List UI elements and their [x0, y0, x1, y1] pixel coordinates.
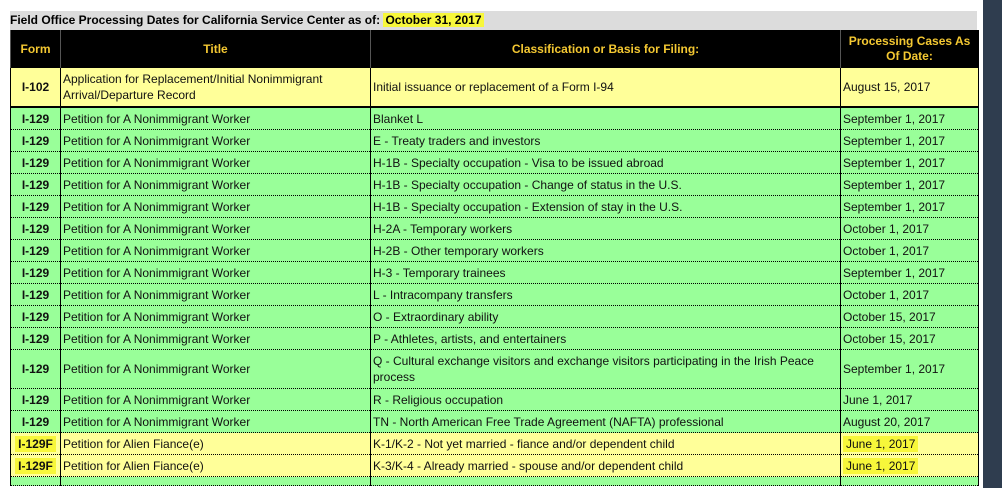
classification-cell [371, 284, 841, 306]
form-cell-text: I-129 [21, 287, 50, 302]
table-row [11, 455, 979, 477]
processing-date-cell-text: June 1, 2017 [843, 458, 918, 474]
title-cell [61, 174, 371, 196]
table-row [11, 107, 979, 130]
processing-date-cell-text: October 1, 2017 [843, 243, 930, 258]
classification-cell [371, 152, 841, 174]
form-cell-text: I-102 [21, 80, 50, 94]
partial-cell [371, 477, 841, 486]
table-row-partial [11, 477, 979, 486]
title-cell [61, 107, 371, 130]
form-cell-text: I-129 [21, 133, 50, 148]
table-row [11, 130, 979, 152]
form-cell [11, 240, 61, 262]
processing-date-cell [841, 262, 979, 284]
title-cell-text: Petition for A Nonimmigrant Worker [63, 414, 251, 429]
table-row [11, 350, 979, 389]
classification-cell-text: K-1/K-2 - Not yet married - fiance and/or dependent child [373, 436, 675, 451]
classification-cell [371, 433, 841, 455]
form-cell-text: I-129 [21, 309, 50, 324]
classification-cell [371, 196, 841, 218]
form-cell [11, 174, 61, 196]
processing-date-cell [841, 218, 979, 240]
title-cell-text: Petition for A Nonimmigrant Worker [63, 243, 251, 258]
processing-date-cell-text: June 1, 2017 [843, 392, 913, 407]
form-cell [11, 411, 61, 433]
form-cell [11, 68, 61, 107]
processing-date-cell-text: August 15, 2017 [843, 80, 931, 94]
processing-date-cell [841, 350, 979, 389]
title-cell [61, 196, 371, 218]
processing-date-cell [841, 284, 979, 306]
processing-date-cell [841, 389, 979, 411]
classification-cell [371, 328, 841, 350]
table-row [11, 284, 979, 306]
classification-cell [371, 411, 841, 433]
title-cell-text: Petition for A Nonimmigrant Worker [63, 199, 251, 214]
title-cell-text: Petition for A Nonimmigrant Worker [63, 155, 251, 170]
form-cell [11, 433, 61, 455]
processing-date-cell [841, 130, 979, 152]
title-cell-text: Petition for A Nonimmigrant Worker [63, 177, 251, 192]
classification-cell-text: H-1B - Specialty occupation - Change of status in the U.S. [373, 177, 682, 192]
processing-date-cell [841, 107, 979, 130]
form-cell [11, 328, 61, 350]
classification-cell [371, 455, 841, 477]
processing-date-cell-text: June 1, 2017 [843, 436, 918, 452]
processing-date-cell [841, 240, 979, 262]
processing-date-cell-text: October 1, 2017 [843, 287, 930, 302]
table-row [11, 306, 979, 328]
header-title: Title [61, 30, 371, 68]
page-heading [10, 11, 977, 30]
title-cell-text: Petition for A Nonimmigrant Worker [63, 287, 251, 302]
title-cell [61, 284, 371, 306]
form-cell-text: I-129 [21, 111, 50, 126]
title-cell [61, 68, 371, 107]
form-cell [11, 306, 61, 328]
form-cell-text: I-129 [21, 155, 50, 170]
table-row [11, 262, 979, 284]
form-cell-text: I-129 [21, 265, 50, 280]
table-row [11, 152, 979, 174]
classification-cell [371, 174, 841, 196]
title-cell-text: Petition for A Nonimmigrant Worker [63, 362, 251, 376]
classification-cell-text: H-2B - Other temporary workers [373, 243, 544, 258]
form-cell [11, 262, 61, 284]
table-body [11, 68, 979, 486]
table-row [11, 328, 979, 350]
processing-date-cell-text: September 1, 2017 [843, 111, 946, 126]
form-cell [11, 152, 61, 174]
classification-cell [371, 107, 841, 130]
table-row [11, 411, 979, 433]
processing-date-cell [841, 68, 979, 107]
classification-cell [371, 350, 841, 389]
processing-date-cell [841, 174, 979, 196]
title-cell [61, 152, 371, 174]
header-processing-date: Processing Cases As Of Date: [841, 30, 979, 68]
form-cell-text: I-129F [15, 436, 56, 452]
title-cell [61, 262, 371, 284]
partial-cell [841, 477, 979, 486]
processing-date-cell [841, 328, 979, 350]
classification-cell [371, 68, 841, 107]
form-cell [11, 107, 61, 130]
title-cell [61, 455, 371, 477]
title-cell-text: Petition for A Nonimmigrant Worker [63, 133, 251, 148]
form-cell-text: I-129 [21, 392, 50, 407]
classification-cell-text: TN - North American Free Trade Agreement (NAFTA) professional [373, 414, 724, 429]
table-header-row [11, 30, 979, 68]
processing-date-cell [841, 306, 979, 328]
form-cell-text: I-129 [21, 331, 50, 346]
form-cell-text: I-129 [21, 199, 50, 214]
form-cell [11, 389, 61, 411]
classification-cell-text: K-3/K-4 - Already married - spouse and/or dependent child [373, 458, 684, 473]
form-cell [11, 455, 61, 477]
processing-date-cell [841, 455, 979, 477]
classification-cell [371, 240, 841, 262]
table-row [11, 196, 979, 218]
processing-date-cell-text: September 1, 2017 [843, 177, 946, 192]
title-cell-text: Petition for Alien Fiance(e) [63, 436, 204, 451]
processing-date-cell [841, 152, 979, 174]
form-cell-text: I-129F [15, 458, 56, 474]
classification-cell-text: Blanket L [373, 111, 424, 126]
header-form: Form [11, 30, 61, 68]
table-row [11, 240, 979, 262]
classification-cell-text: R - Religious occupation [373, 392, 504, 407]
classification-cell-text: Q - Cultural exchange visitors and exchange visitors participating in the Irish Peace process [373, 354, 814, 384]
classification-cell [371, 306, 841, 328]
title-cell [61, 130, 371, 152]
processing-date-cell-text: September 1, 2017 [843, 133, 946, 148]
title-cell-text: Petition for A Nonimmigrant Worker [63, 265, 251, 280]
classification-cell-text: L - Intracompany transfers [373, 287, 513, 302]
classification-cell-text: H-3 - Temporary trainees [373, 265, 506, 280]
table-row [11, 68, 979, 107]
processing-date-cell-text: October 1, 2017 [843, 221, 930, 236]
scrollbar-strip[interactable] [983, 0, 1002, 488]
form-cell-text: I-129 [21, 177, 50, 192]
classification-cell-text: H-2A - Temporary workers [373, 221, 513, 236]
classification-cell [371, 218, 841, 240]
processing-date-cell-text: October 15, 2017 [843, 309, 936, 324]
form-cell-text: I-129 [21, 243, 50, 258]
classification-cell-text: H-1B - Specialty occupation - Extension of stay in the U.S. [373, 199, 683, 214]
processing-date-cell-text: September 1, 2017 [843, 155, 946, 170]
classification-cell [371, 130, 841, 152]
title-cell [61, 433, 371, 455]
form-cell-text: I-129 [21, 221, 50, 236]
processing-date-cell [841, 196, 979, 218]
title-cell [61, 240, 371, 262]
title-cell [61, 306, 371, 328]
table-row [11, 433, 979, 455]
classification-cell-text: P - Athletes, artists, and entertainers [373, 331, 567, 346]
title-cell [61, 218, 371, 240]
table-row [11, 389, 979, 411]
table-row [11, 174, 979, 196]
form-cell [11, 350, 61, 389]
form-cell-text: I-129 [21, 362, 50, 376]
title-cell-text: Petition for A Nonimmigrant Worker [63, 392, 251, 407]
classification-cell-text: O - Extraordinary ability [373, 309, 499, 324]
title-cell [61, 328, 371, 350]
form-cell [11, 196, 61, 218]
classification-cell [371, 389, 841, 411]
title-cell-text: Petition for A Nonimmigrant Worker [63, 221, 251, 236]
processing-date-cell-text: October 15, 2017 [843, 331, 936, 346]
processing-date-cell-text: August 20, 2017 [843, 414, 931, 429]
classification-cell-text: H-1B - Specialty occupation - Visa to be issued abroad [373, 155, 664, 170]
processing-date-cell [841, 433, 979, 455]
form-cell-text: I-129 [21, 414, 50, 429]
title-cell [61, 350, 371, 389]
title-cell-text: Petition for A Nonimmigrant Worker [63, 111, 251, 126]
title-cell-text: Petition for A Nonimmigrant Worker [63, 331, 251, 346]
processing-date-cell-text: September 1, 2017 [843, 362, 946, 376]
form-cell [11, 218, 61, 240]
processing-date-cell [841, 411, 979, 433]
heading-date: October 31, 2017 [385, 13, 482, 27]
heading-prefix: Field Office Processing Dates for California Service Center as of: [10, 13, 384, 27]
processing-dates-table [10, 30, 979, 486]
title-cell-text: Petition for A Nonimmigrant Worker [63, 309, 251, 324]
title-cell [61, 389, 371, 411]
table-row [11, 218, 979, 240]
classification-cell-text: Initial issuance or replacement of a Form I-94 [373, 80, 614, 94]
classification-cell-text: E - Treaty traders and investors [373, 133, 541, 148]
title-cell-text: Application for Replacement/Initial Nonimmigrant Arrival/Departure Record [63, 72, 323, 102]
classification-cell [371, 262, 841, 284]
title-cell-text: Petition for Alien Fiance(e) [63, 458, 204, 473]
processing-date-cell-text: September 1, 2017 [843, 199, 946, 214]
partial-cell [11, 477, 61, 486]
title-cell [61, 411, 371, 433]
form-cell [11, 284, 61, 306]
form-cell [11, 130, 61, 152]
processing-date-cell-text: September 1, 2017 [843, 265, 946, 280]
partial-cell [61, 477, 371, 486]
header-classification: Classification or Basis for Filing: [371, 30, 841, 68]
